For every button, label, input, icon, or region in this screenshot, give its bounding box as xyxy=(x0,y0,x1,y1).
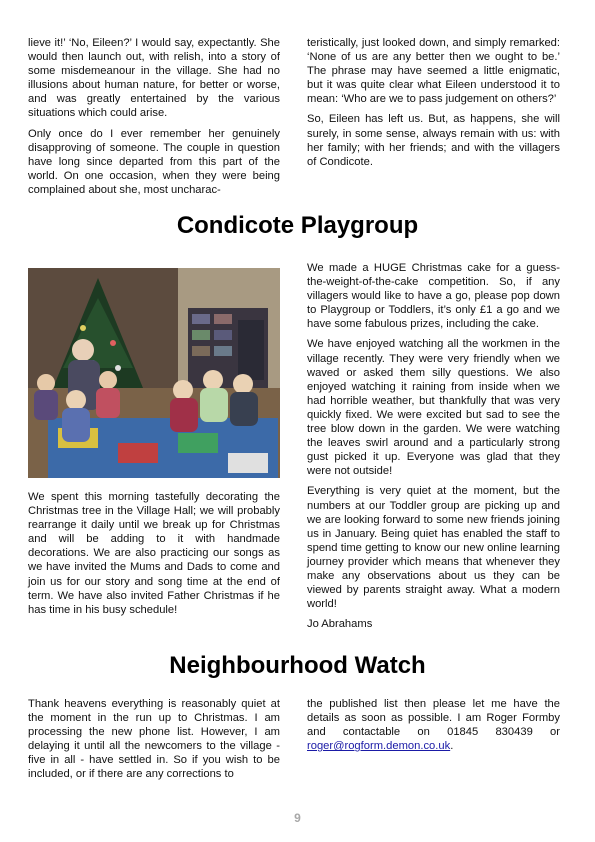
playgroup-paragraph: We have enjoyed watching all the workmen in the village recently. They were very friendly when we waved or asked them silly questions. We also enjoyed watching it raining from inside when we had horrible weather, but thankfully that was very quickly fixed. We were excited but sad to see the tree blow down in the garden. We were watching the leaves swirl around and a particularly strong gust picked it up. Everyone was glad that they were not outside! xyxy=(307,338,560,478)
page-number: 9 xyxy=(294,811,301,825)
intro-left-column xyxy=(28,36,280,197)
playgroup-right-column xyxy=(307,261,560,631)
watch-paragraph: Thank heavens everything is reasonably quiet at the moment in the run up to Christmas. I am processing the new phone list. However, I am delaying it until all the newcomers to the village - five in all - have settled in. So if you wish to be included, or if there are any corrections to xyxy=(28,698,280,781)
intro-right-column xyxy=(307,36,560,169)
intro-paragraph: teristically, just looked down, and simply remarked: ‘None of us are any better then we ought to be.’ The phrase may have seemed a little enigmatic, but it was quite clear what Eileen understood it to mean: ‘Who are we to pass judgement on others?’ xyxy=(307,37,560,106)
intro-paragraph: Only once do I ever remember her genuinely disapproving of someone. The couple in question have long since departed from this part of the world. On one occasion, when they were being complained about she, most uncharac- xyxy=(28,127,280,196)
watch-left-column xyxy=(28,697,280,782)
playgroup-heading: Condicote Playgroup xyxy=(176,212,419,239)
author-signoff: Jo Abrahams xyxy=(307,618,373,631)
watch-paragraph xyxy=(307,697,560,753)
playgroup-photo xyxy=(28,268,280,478)
playgroup-paragraph: Everything is very quiet at the moment, but the numbers at our Toddler group are picking up and we are looking forward to some new friends joining us in January. Being quiet has enabled the staff to spend time getting to know our new online learning journey provider which means that whenever they make any observations about us they can be viewed by parents straight away. What a modern world! xyxy=(307,485,560,611)
watch-paragraph-end: . xyxy=(450,740,454,753)
watch-heading: Neighbourhood Watch xyxy=(169,652,426,679)
email-link[interactable]: roger@rogform.demon.co.uk xyxy=(307,740,451,753)
photo-caption: We spent this morning tastefully decorating the Christmas tree in the Village Hall; we will probably rearrange it daily until we break up for Christmas and will be adding to it with handmade decorations. We are also practicing our songs as we have invited the Mums and Dads to come and join us for our story and song time at the end of term. We have also invited Father Christmas if he has time in his busy schedule! xyxy=(28,491,280,616)
intro-paragraph: So, Eileen has left us. But, as happens, she will surely, in some sense, always remain with us: with her family; with her friends; and with the villagers of Condicote. xyxy=(307,113,560,168)
intro-paragraph: lieve it!’ ‘No, Eileen?’ I would say, expectantly. She would then launch out, with relish, into a story of some misdemeanour in the village. She had no illusions about human nature, for better or worse, and was greatly entertained by the various situations which could arise. xyxy=(28,37,280,120)
watch-paragraph-text: the published list then please let me have the details as soon as possible. I am Roger Formby and contactable on 01845 830439 or xyxy=(307,698,560,739)
playgroup-paragraph: We made a HUGE Christmas cake for a guess-the-weight-of-the-cake competition. So, if any villagers would like to have a go, please pop down to Playgroup or Toddlers, it’s only £1 a go and we have some fabulous prizes, including the cake. xyxy=(307,262,560,331)
playgroup-left-column xyxy=(28,490,280,617)
watch-right-column xyxy=(307,697,560,753)
